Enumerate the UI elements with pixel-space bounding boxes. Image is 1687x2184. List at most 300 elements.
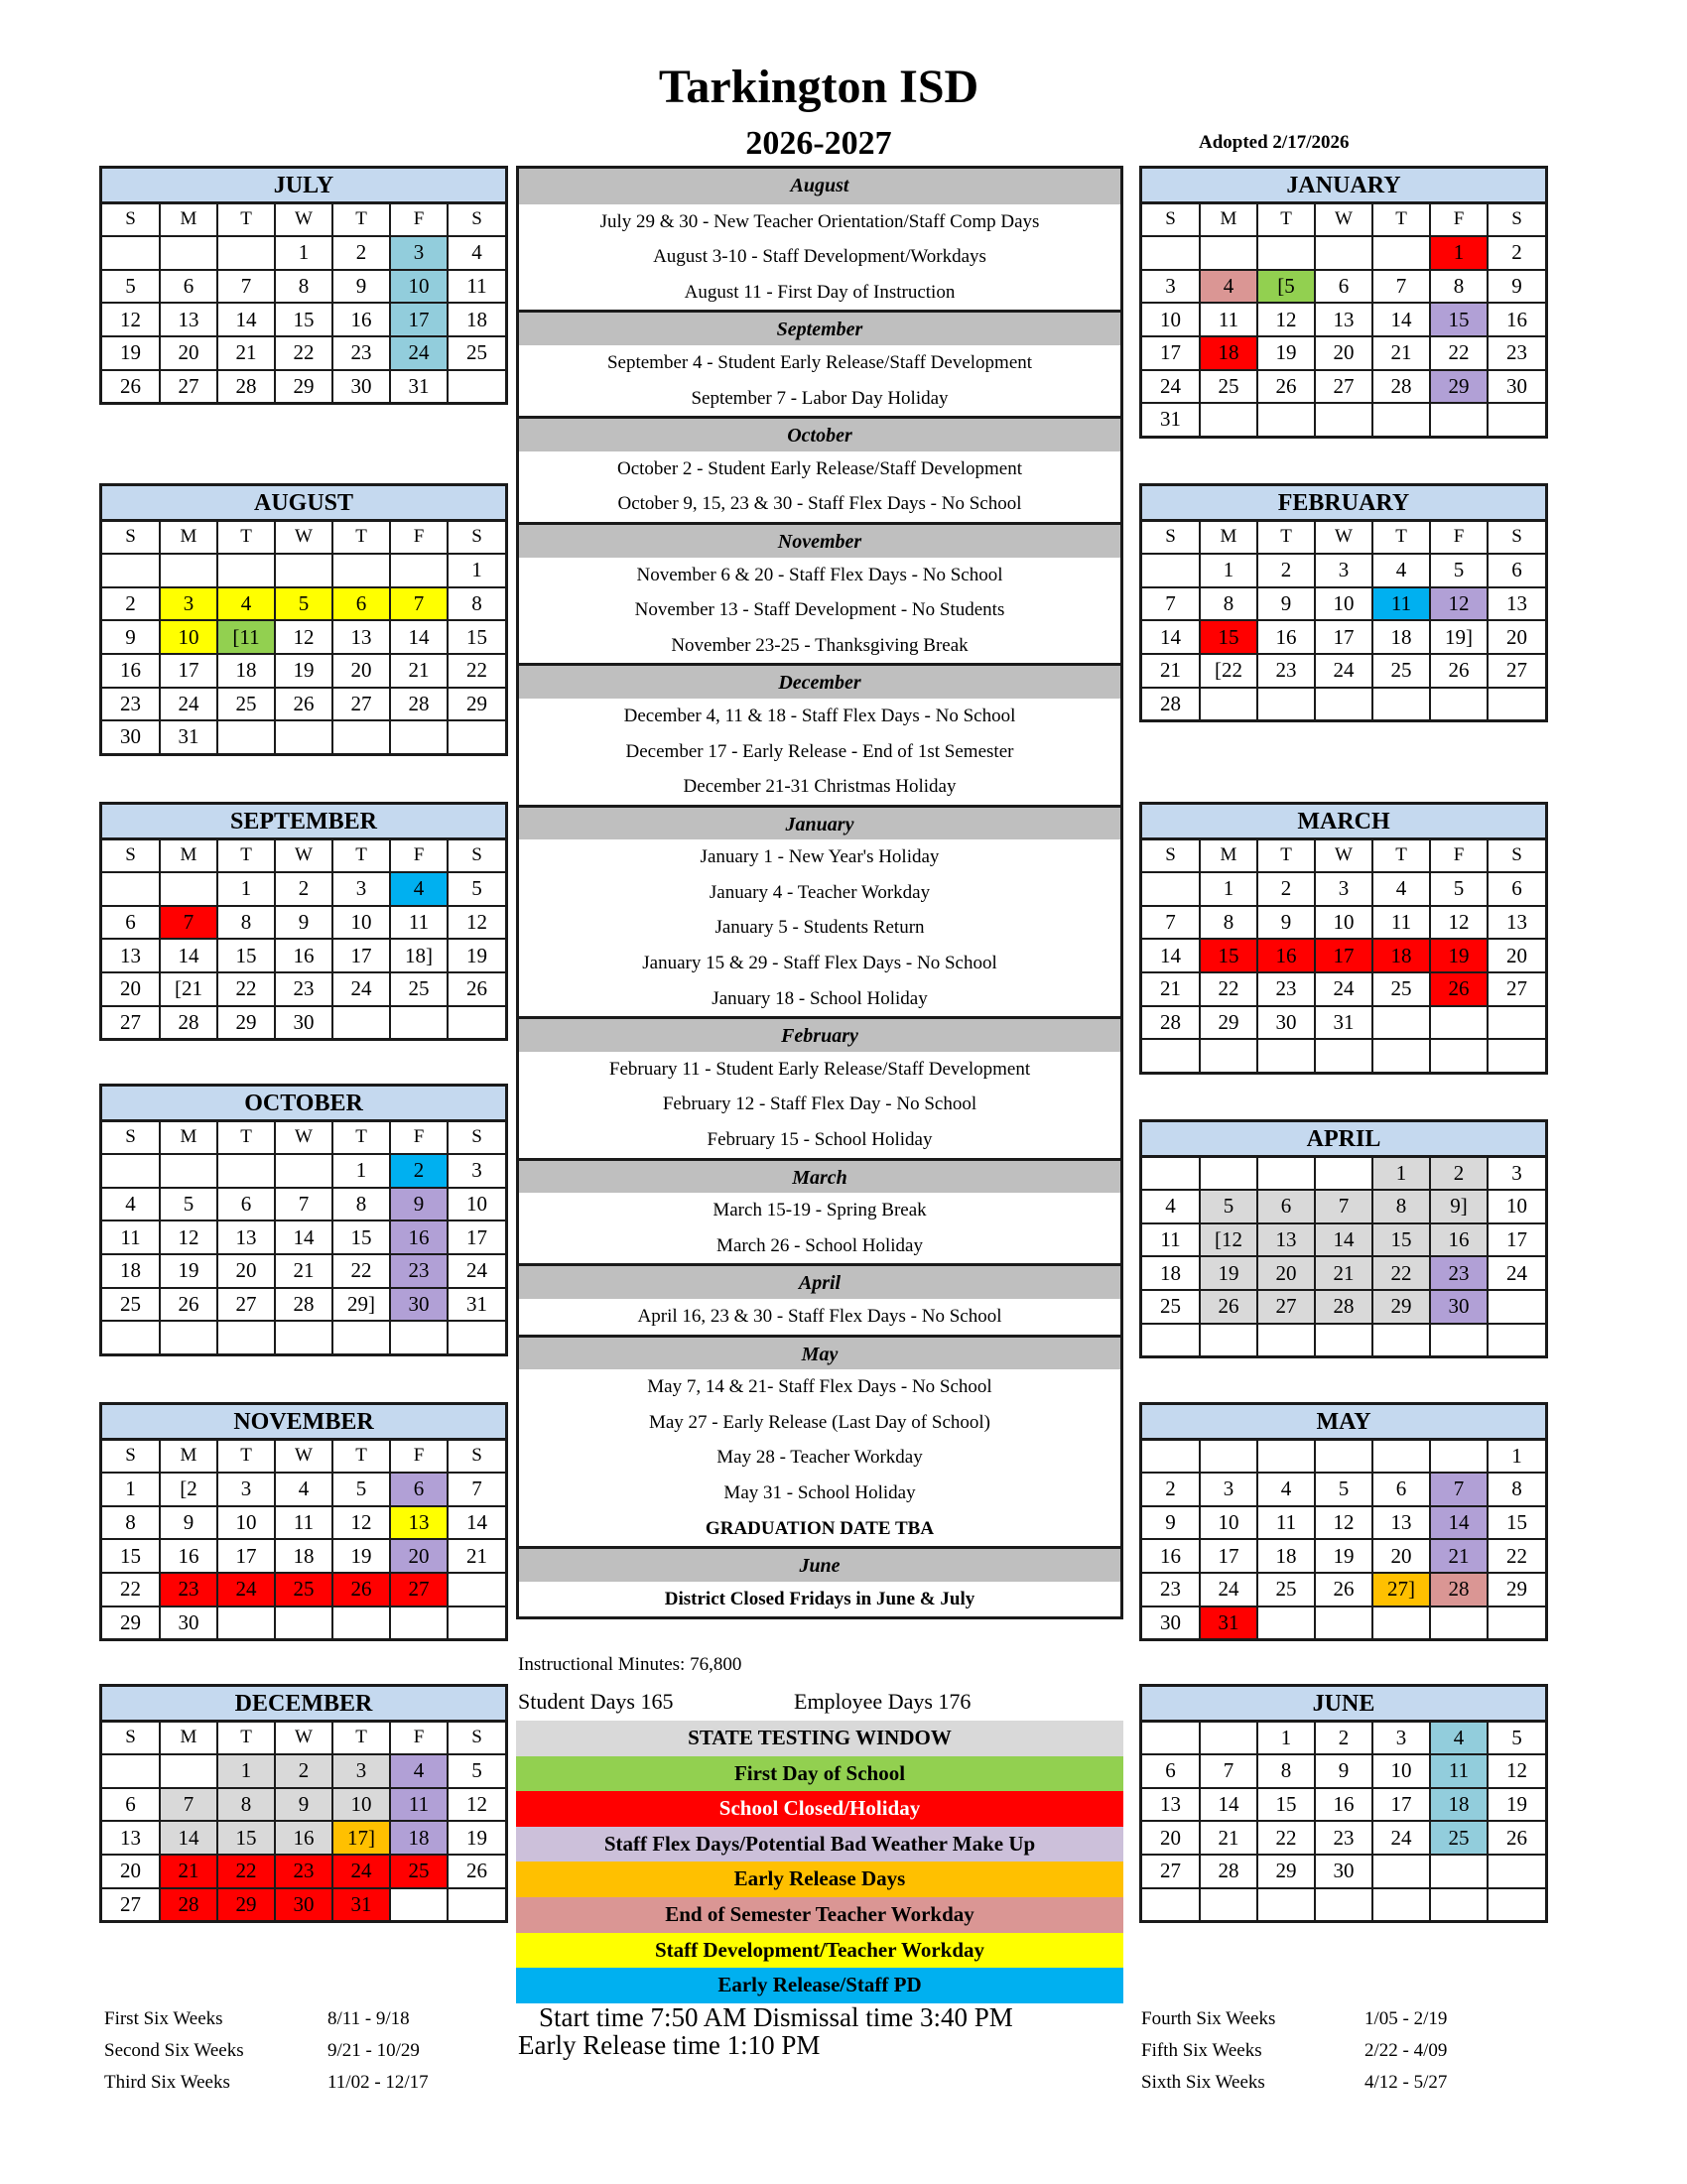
- calendar-july: [99, 166, 508, 405]
- empty-cell: [332, 554, 390, 587]
- day-cell: 15: [102, 1539, 160, 1573]
- day-cell: 14: [1200, 1788, 1257, 1822]
- day-cell: 15: [1430, 303, 1488, 336]
- day-cell: 2: [1315, 1723, 1372, 1755]
- day-cell: 21: [1142, 972, 1200, 1006]
- empty-cell: [1200, 1723, 1257, 1755]
- day-cell: 1: [217, 872, 275, 906]
- week-row: [1142, 1441, 1545, 1474]
- empty-cell: [1142, 872, 1200, 906]
- six-weeks-row: [104, 2008, 429, 2040]
- day-cell: 8: [275, 270, 332, 304]
- week-row: [102, 1188, 505, 1221]
- day-cell: 9: [102, 620, 160, 654]
- week-row: [1142, 1754, 1545, 1788]
- day-cell: 29: [102, 1606, 160, 1639]
- day-cell: [21: [160, 972, 217, 1006]
- legend-item: Early Release Days: [516, 1862, 1123, 1897]
- empty-cell: [390, 1006, 448, 1039]
- empty-cell: [1142, 1039, 1200, 1072]
- day-cell: 18: [1142, 1256, 1200, 1290]
- day-cell: 22: [1257, 1821, 1315, 1855]
- weekday-label: F: [1430, 204, 1488, 237]
- empty-cell: [1372, 1441, 1430, 1474]
- day-cell: 9: [1142, 1506, 1200, 1540]
- day-cell: [22: [1200, 654, 1257, 688]
- empty-cell: [1315, 1888, 1372, 1921]
- week-row: [102, 1321, 505, 1353]
- day-cell: 3: [390, 236, 448, 270]
- weekday-label: W: [275, 522, 332, 555]
- day-cell: 5: [275, 587, 332, 621]
- empty-cell: [1430, 1324, 1488, 1356]
- day-cell: 31: [1315, 1006, 1372, 1040]
- empty-cell: [1257, 1441, 1315, 1474]
- weekday-label: T: [217, 204, 275, 237]
- event-item: January 15 & 29 - Staff Flex Days - No School: [642, 953, 997, 974]
- week-row: [1142, 1723, 1545, 1755]
- event-item: December 4, 11 & 18 - Staff Flex Days - No School: [623, 705, 1016, 726]
- day-cell: 30: [1315, 1855, 1372, 1888]
- event-month-header: August: [519, 169, 1120, 204]
- calendar-grid: [1142, 1158, 1545, 1356]
- six-weeks-label: Fourth Six Weeks: [1141, 2008, 1276, 2029]
- day-cell: 23: [1488, 336, 1545, 370]
- day-cell: 20: [332, 654, 390, 688]
- day-cell: 30: [102, 720, 160, 753]
- weekday-label: W: [1315, 204, 1372, 237]
- empty-cell: [1430, 1855, 1488, 1888]
- day-cell: 17: [1142, 336, 1200, 370]
- day-cell: 7: [1315, 1190, 1372, 1223]
- day-cell: 3: [448, 1154, 505, 1188]
- day-cell: 28: [390, 688, 448, 721]
- day-cell: 31: [1200, 1606, 1257, 1639]
- day-cell: 7: [448, 1473, 505, 1506]
- day-cell: 8: [217, 1788, 275, 1822]
- empty-cell: [1430, 1606, 1488, 1639]
- day-cell: 6: [1142, 1754, 1200, 1788]
- weekday-row: [102, 522, 505, 555]
- day-cell: 21: [160, 1855, 217, 1888]
- empty-cell: [160, 554, 217, 587]
- week-row: [1142, 370, 1545, 404]
- day-cell: 4: [217, 587, 275, 621]
- week-row: [102, 939, 505, 972]
- legend-item: Early Release/Staff PD: [516, 1968, 1123, 2003]
- weekday-label: S: [1142, 840, 1200, 873]
- event-month-header: February: [519, 1016, 1120, 1052]
- day-cell: 26: [1257, 370, 1315, 404]
- day-cell: 18: [448, 303, 505, 336]
- empty-cell: [332, 720, 390, 753]
- event-month-header: September: [519, 310, 1120, 345]
- day-cell: 31: [1142, 403, 1200, 436]
- day-cell: 18: [102, 1254, 160, 1288]
- week-row: [102, 906, 505, 940]
- empty-cell: [1488, 1888, 1545, 1921]
- day-cell: 6: [217, 1188, 275, 1221]
- day-cell: 3: [1200, 1473, 1257, 1506]
- weekday-label: S: [102, 1723, 160, 1755]
- weekday-label: T: [1257, 204, 1315, 237]
- day-cell: 7: [1372, 270, 1430, 304]
- week-row: [1142, 236, 1545, 270]
- day-cell: 2: [332, 236, 390, 270]
- day-cell: 19: [1430, 939, 1488, 972]
- week-row: [1142, 1821, 1545, 1855]
- day-cell: 9: [1488, 270, 1545, 304]
- empty-cell: [390, 1888, 448, 1921]
- week-row: [102, 688, 505, 721]
- day-cell: 21: [217, 336, 275, 370]
- event-item: District Closed Fridays in June & July: [664, 1588, 975, 1609]
- day-cell: 18: [1430, 1788, 1488, 1822]
- day-cell: 8: [448, 587, 505, 621]
- weekday-label: F: [390, 522, 448, 555]
- day-cell: 25: [390, 972, 448, 1006]
- day-cell: 25: [275, 1573, 332, 1606]
- event-item: January 4 - Teacher Workday: [709, 881, 931, 903]
- empty-cell: [217, 1154, 275, 1188]
- day-cell: 14: [160, 1821, 217, 1855]
- calendar-grid: [102, 204, 505, 403]
- weekday-label: F: [390, 840, 448, 873]
- weekday-label: W: [275, 1723, 332, 1755]
- month-header: FEBRUARY: [1142, 486, 1545, 522]
- day-cell: 24: [1142, 370, 1200, 404]
- week-row: [102, 654, 505, 688]
- calendar-may: [1139, 1402, 1548, 1641]
- day-cell: 4: [1372, 872, 1430, 906]
- day-cell: 15: [217, 939, 275, 972]
- day-cell: 11: [1200, 303, 1257, 336]
- day-cell: 19: [160, 1254, 217, 1288]
- empty-cell: [1315, 236, 1372, 270]
- empty-cell: [1200, 1441, 1257, 1474]
- weekday-label: T: [217, 840, 275, 873]
- event-item: December 21-31 Christmas Holiday: [683, 776, 957, 798]
- month-header: APRIL: [1142, 1122, 1545, 1158]
- day-cell: 24: [1315, 972, 1372, 1006]
- day-cell: 18: [1257, 1539, 1315, 1573]
- empty-cell: [1315, 1158, 1372, 1191]
- week-row: [1142, 939, 1545, 972]
- empty-cell: [1372, 236, 1430, 270]
- day-cell: 6: [160, 270, 217, 304]
- event-month-header: January: [519, 805, 1120, 840]
- day-cell: 25: [1200, 370, 1257, 404]
- event-item: August 11 - First Day of Instruction: [684, 281, 956, 303]
- day-cell: 17: [217, 1539, 275, 1573]
- day-cell: 27: [160, 370, 217, 403]
- weekday-label: T: [1257, 840, 1315, 873]
- day-cell: 21: [1200, 1821, 1257, 1855]
- day-cell: 13: [102, 939, 160, 972]
- week-row: [102, 1473, 505, 1506]
- day-cell: 26: [102, 370, 160, 403]
- calendar-september: [99, 802, 508, 1041]
- weekday-label: T: [1257, 522, 1315, 555]
- day-cell: 29: [217, 1006, 275, 1039]
- day-cell: 31: [448, 1288, 505, 1322]
- color-legend: [516, 1721, 1123, 2003]
- day-cell: 18: [1372, 620, 1430, 654]
- month-header: OCTOBER: [102, 1087, 505, 1122]
- day-cell: 9: [390, 1188, 448, 1221]
- weekday-label: M: [1200, 522, 1257, 555]
- weekday-label: M: [1200, 840, 1257, 873]
- month-header: DECEMBER: [102, 1687, 505, 1723]
- day-cell: 6: [1488, 872, 1545, 906]
- day-cell: 24: [1200, 1573, 1257, 1606]
- day-cell: 7: [217, 270, 275, 304]
- day-cell: 30: [275, 1888, 332, 1921]
- day-cell: 29: [448, 688, 505, 721]
- week-row: [1142, 1506, 1545, 1540]
- event-item: March 26 - School Holiday: [716, 1234, 923, 1256]
- six-weeks-range: 2/22 - 4/09: [1364, 2040, 1448, 2061]
- day-cell: 9: [1315, 1754, 1372, 1788]
- six-weeks-right: [1141, 2008, 1447, 2104]
- empty-cell: [332, 1006, 390, 1039]
- empty-cell: [1142, 1158, 1200, 1191]
- day-cell: 21: [1372, 336, 1430, 370]
- day-cell: 19: [332, 1539, 390, 1573]
- day-cell: 24: [217, 1573, 275, 1606]
- day-cell: 26: [1488, 1821, 1545, 1855]
- event-item: May 7, 14 & 21- Staff Flex Days - No School: [647, 1376, 992, 1398]
- empty-cell: [1488, 1855, 1545, 1888]
- day-cell: 25: [390, 1855, 448, 1888]
- empty-cell: [1430, 403, 1488, 436]
- weekday-label: T: [1372, 522, 1430, 555]
- day-cell: 4: [448, 236, 505, 270]
- day-cell: 26: [332, 1573, 390, 1606]
- day-cell: 23: [332, 336, 390, 370]
- empty-cell: [1430, 1441, 1488, 1474]
- week-row: [102, 370, 505, 403]
- six-weeks-row: [104, 2072, 429, 2104]
- day-cell: 20: [1372, 1539, 1430, 1573]
- empty-cell: [1488, 1324, 1545, 1356]
- week-row: [1142, 1324, 1545, 1356]
- day-cell: 12: [1257, 303, 1315, 336]
- day-cell: 4: [1430, 1723, 1488, 1755]
- empty-cell: [1200, 1888, 1257, 1921]
- weekday-label: S: [102, 1441, 160, 1474]
- empty-cell: [275, 1606, 332, 1639]
- legend-item: STATE TESTING WINDOW: [516, 1721, 1123, 1756]
- day-cell: 17: [390, 303, 448, 336]
- day-cell: 4: [1142, 1190, 1200, 1223]
- week-row: [102, 1606, 505, 1639]
- day-cell: 1: [275, 236, 332, 270]
- event-month-header: May: [519, 1335, 1120, 1370]
- week-row: [102, 1154, 505, 1188]
- day-cell: 3: [1315, 554, 1372, 587]
- day-cell: 1: [1257, 1723, 1315, 1755]
- empty-cell: [1257, 1158, 1315, 1191]
- day-cell: 8: [1372, 1190, 1430, 1223]
- day-cell: 24: [1372, 1821, 1430, 1855]
- day-cell: 2: [275, 872, 332, 906]
- day-cell: 13: [390, 1506, 448, 1540]
- event-month-header: November: [519, 522, 1120, 558]
- page-title: Tarkington ISD: [658, 61, 979, 113]
- six-weeks-label: Second Six Weeks: [104, 2040, 244, 2061]
- day-cell: 14: [160, 939, 217, 972]
- day-cell: 7: [390, 587, 448, 621]
- weekday-label: S: [1488, 522, 1545, 555]
- day-cell: 20: [1257, 1256, 1315, 1290]
- day-cell: 21: [390, 654, 448, 688]
- calendar-february: [1139, 483, 1548, 722]
- week-row: [102, 1006, 505, 1039]
- day-cell: 6: [1488, 554, 1545, 587]
- week-row: [1142, 654, 1545, 688]
- day-cell: 21: [448, 1539, 505, 1573]
- day-cell: 8: [217, 906, 275, 940]
- weekday-label: M: [160, 204, 217, 237]
- six-weeks-row: [104, 2040, 429, 2072]
- six-weeks-row: [1141, 2008, 1447, 2040]
- event-item: March 15-19 - Spring Break: [713, 1200, 927, 1221]
- day-cell: 29]: [332, 1288, 390, 1322]
- day-cell: 12: [1430, 587, 1488, 621]
- event-item: May 28 - Teacher Workday: [716, 1447, 923, 1469]
- event-month-header: June: [519, 1546, 1120, 1582]
- six-weeks-label: First Six Weeks: [104, 2008, 223, 2029]
- event-month-header: April: [519, 1263, 1120, 1299]
- empty-cell: [275, 554, 332, 587]
- day-cell: 3: [332, 1754, 390, 1788]
- month-header: JULY: [102, 169, 505, 204]
- day-cell: 7: [1142, 587, 1200, 621]
- event-item: January 18 - School Holiday: [712, 987, 928, 1009]
- empty-cell: [102, 1321, 160, 1353]
- day-cell: 1: [1372, 1158, 1430, 1191]
- day-cell: 27: [1142, 1855, 1200, 1888]
- weekday-label: W: [1315, 522, 1372, 555]
- day-cell: 16: [1430, 1223, 1488, 1257]
- day-cell: 17: [1372, 1788, 1430, 1822]
- day-cell: 31: [390, 370, 448, 403]
- day-cell: 3: [1488, 1158, 1545, 1191]
- day-cell: 20: [217, 1254, 275, 1288]
- day-cell: 23: [160, 1573, 217, 1606]
- day-cell: 11: [1430, 1754, 1488, 1788]
- day-cell: 22: [332, 1254, 390, 1288]
- empty-cell: [1315, 403, 1372, 436]
- day-cell: 19: [1488, 1788, 1545, 1822]
- day-cell: 9: [275, 906, 332, 940]
- weekday-label: W: [275, 204, 332, 237]
- month-header: SEPTEMBER: [102, 805, 505, 840]
- day-cell: 30: [390, 1288, 448, 1322]
- day-cell: 22: [217, 1855, 275, 1888]
- week-row: [1142, 688, 1545, 720]
- empty-cell: [1257, 236, 1315, 270]
- event-month-header: December: [519, 663, 1120, 699]
- empty-cell: [1315, 1324, 1372, 1356]
- day-cell: 27: [102, 1888, 160, 1921]
- day-cell: 7: [275, 1188, 332, 1221]
- day-cell: 30: [275, 1006, 332, 1039]
- day-cell: 24: [1488, 1256, 1545, 1290]
- empty-cell: [1430, 688, 1488, 720]
- event-item: May 31 - School Holiday: [723, 1481, 916, 1503]
- day-cell: 6: [1315, 270, 1372, 304]
- day-cell: 10: [448, 1188, 505, 1221]
- day-cell: 2: [275, 1754, 332, 1788]
- day-cell: 14: [1372, 303, 1430, 336]
- weekday-label: S: [102, 840, 160, 873]
- legend-item: School Closed/Holiday: [516, 1791, 1123, 1827]
- day-cell: 5: [102, 270, 160, 304]
- weekday-label: F: [1430, 522, 1488, 555]
- day-cell: 16: [1257, 620, 1315, 654]
- day-cell: 16: [1488, 303, 1545, 336]
- empty-cell: [1372, 403, 1430, 436]
- day-cell: 5: [332, 1473, 390, 1506]
- week-row: [1142, 972, 1545, 1006]
- day-cell: 19: [102, 336, 160, 370]
- day-cell: 2: [1488, 236, 1545, 270]
- day-cell: 15: [1200, 620, 1257, 654]
- event-item: November 23-25 - Thanksgiving Break: [671, 634, 969, 656]
- day-cell: 11: [390, 906, 448, 940]
- weekday-label: T: [217, 1122, 275, 1155]
- day-cell: 16: [102, 654, 160, 688]
- day-cell: 1: [1200, 554, 1257, 587]
- calendar-april: [1139, 1119, 1548, 1358]
- empty-cell: [1200, 688, 1257, 720]
- day-cell: 4: [1200, 270, 1257, 304]
- empty-cell: [448, 1606, 505, 1639]
- weekday-label: S: [448, 840, 505, 873]
- calendar-grid: [102, 840, 505, 1039]
- month-header: NOVEMBER: [102, 1405, 505, 1441]
- weekday-label: F: [390, 1441, 448, 1474]
- empty-cell: [332, 1606, 390, 1639]
- empty-cell: [1430, 1888, 1488, 1921]
- day-cell: 8: [1488, 1473, 1545, 1506]
- day-cell: 9: [275, 1788, 332, 1822]
- day-cell: [2: [160, 1473, 217, 1506]
- day-cell: 4: [390, 872, 448, 906]
- event-month-header: March: [519, 1158, 1120, 1194]
- empty-cell: [1372, 688, 1430, 720]
- day-cell: 1: [448, 554, 505, 587]
- day-cell: 23: [1430, 1256, 1488, 1290]
- day-cell: 13: [1488, 587, 1545, 621]
- day-cell: 25: [1430, 1821, 1488, 1855]
- day-cell: 23: [1257, 654, 1315, 688]
- weekday-row: [102, 204, 505, 237]
- week-row: [1142, 1788, 1545, 1822]
- week-row: [1142, 1473, 1545, 1506]
- day-cell: 21: [275, 1254, 332, 1288]
- day-cell: 14: [1430, 1506, 1488, 1540]
- week-row: [1142, 336, 1545, 370]
- day-cell: 1: [1200, 872, 1257, 906]
- start-dismissal-times: Start time 7:50 AM Dismissal time 3:40 PM: [539, 2002, 1013, 2032]
- empty-cell: [1488, 1290, 1545, 1324]
- calendar-august: [99, 483, 508, 756]
- day-cell: 28: [275, 1288, 332, 1322]
- calendar-grid: [102, 1122, 505, 1353]
